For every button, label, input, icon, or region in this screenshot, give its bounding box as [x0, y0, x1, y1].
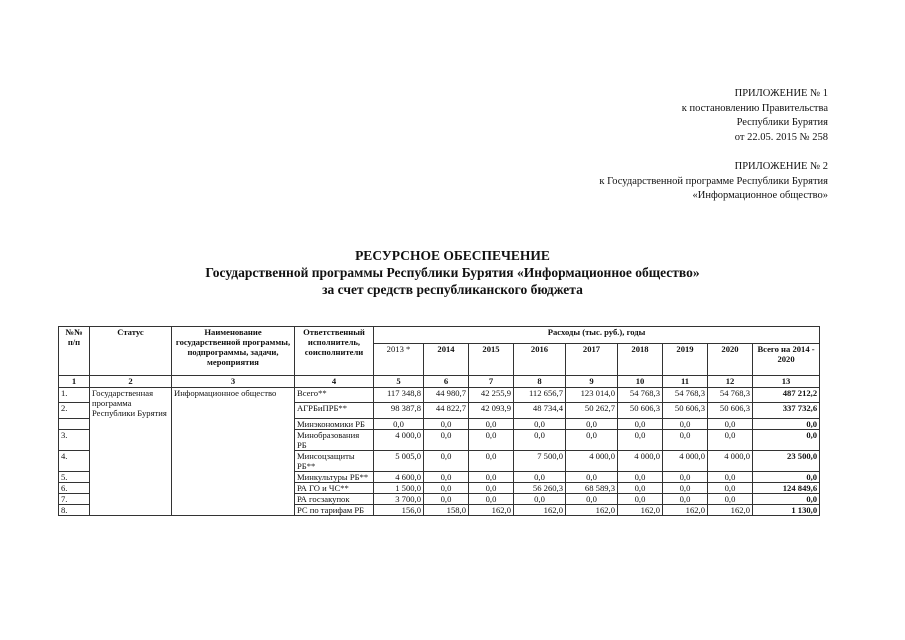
expense-value: 0,0 [469, 418, 514, 429]
expense-value: 0,0 [374, 418, 424, 429]
expense-value: 0,0 [424, 471, 469, 482]
expense-total: 1 130,0 [753, 504, 820, 515]
expense-value: 0,0 [424, 429, 469, 450]
expense-value: 0,0 [469, 482, 514, 493]
appendix-1-republic: Республики Бурятия [736, 117, 828, 128]
row-number [59, 418, 90, 429]
header-year: 2015 [469, 343, 514, 375]
expense-value: 50 606,3 [618, 403, 663, 418]
expense-value: 0,0 [663, 418, 708, 429]
expense-value: 0,0 [708, 418, 753, 429]
expense-total: 0,0 [753, 418, 820, 429]
appendix-2-program-name: «Информационное общество» [692, 190, 828, 201]
title-line-2: Государственной программы Республики Бурятия «Информационное общество» [205, 265, 700, 280]
expense-value: 4 000,0 [708, 450, 753, 471]
title-line-3: за счет средств республиканского бюджета [322, 282, 583, 297]
expense-value: 0,0 [424, 418, 469, 429]
executor: Минкультуры РБ** [295, 471, 374, 482]
expense-total: 337 732,6 [753, 403, 820, 418]
expense-value: 54 768,3 [663, 388, 708, 403]
expense-value: 4 000,0 [663, 450, 708, 471]
expense-total: 23 500,0 [753, 450, 820, 471]
expense-value: 50 262,7 [566, 403, 618, 418]
executor: Минобразования РБ [295, 429, 374, 450]
expense-value: 0,0 [469, 429, 514, 450]
header-executor: Ответственный исполнитель, соисполнители [295, 327, 374, 376]
expense-value: 50 606,3 [708, 403, 753, 418]
expense-value: 162,0 [708, 504, 753, 515]
expense-value: 0,0 [618, 482, 663, 493]
expense-value: 0,0 [618, 493, 663, 504]
appendix-2-program: к Государственной программе Республики Бурятия [599, 175, 828, 187]
row-number: 2. [59, 403, 90, 418]
expense-value: 0,0 [514, 493, 566, 504]
header-year: Всего на 2014 - 2020 [753, 343, 820, 375]
expense-value: 3 700,0 [374, 493, 424, 504]
header-year: 2017 [566, 343, 618, 375]
expense-value: 98 387,8 [374, 403, 424, 418]
column-index: 3 [172, 376, 295, 388]
column-index-row [59, 376, 820, 388]
expense-value: 0,0 [469, 493, 514, 504]
header-year: 2013 * [374, 343, 424, 375]
appendix-1-date: от 22.05. 2015 № 258 [734, 131, 828, 143]
expense-value: 0,0 [618, 471, 663, 482]
expense-value: 156,0 [374, 504, 424, 515]
expense-value: 117 348,8 [374, 388, 424, 403]
header-year: 2019 [663, 343, 708, 375]
table-row [59, 388, 820, 403]
row-number: 5. [59, 471, 90, 482]
expense-value: 0,0 [663, 429, 708, 450]
program-status: Государственная программа Республики Бурятия [90, 388, 172, 419]
expense-value: 0,0 [618, 418, 663, 429]
expense-value: 7 500,0 [514, 450, 566, 471]
expense-value: 0,0 [514, 429, 566, 450]
expense-total: 487 212,2 [753, 388, 820, 403]
appendix-2-block [599, 160, 828, 204]
header-year: 2018 [618, 343, 663, 375]
expense-value: 123 014,0 [566, 388, 618, 403]
expense-value: 68 589,3 [566, 482, 618, 493]
header-year: 2014 [424, 343, 469, 375]
expense-value: 0,0 [663, 493, 708, 504]
expense-value: 44 980,7 [424, 388, 469, 403]
expense-value: 0,0 [514, 418, 566, 429]
document-title [0, 247, 905, 298]
expense-value: 162,0 [663, 504, 708, 515]
table-body [59, 376, 820, 516]
executor: АГРБиПРБ** [295, 403, 374, 418]
column-index: 13 [753, 376, 820, 388]
expense-value: 4 000,0 [618, 450, 663, 471]
column-index: 4 [295, 376, 374, 388]
column-index: 11 [663, 376, 708, 388]
expense-total: 0,0 [753, 493, 820, 504]
column-index: 1 [59, 376, 90, 388]
expense-value: 4 000,0 [566, 450, 618, 471]
header-name: Наименование государственной программы, подпрограммы, задачи, мероприятия [172, 327, 295, 376]
appendix-1-title: ПРИЛОЖЕНИЕ № 1 [734, 88, 828, 99]
row-number: 7. [59, 493, 90, 504]
expense-value: 0,0 [708, 471, 753, 482]
expense-value: 48 734,4 [514, 403, 566, 418]
expense-value: 162,0 [566, 504, 618, 515]
expense-value: 4 600,0 [374, 471, 424, 482]
expense-value: 5 005,0 [374, 450, 424, 471]
expense-value: 56 260,3 [514, 482, 566, 493]
expense-value: 0,0 [663, 482, 708, 493]
row-number: 4. [59, 450, 90, 471]
expense-value: 0,0 [424, 493, 469, 504]
column-index: 8 [514, 376, 566, 388]
resource-table [58, 326, 820, 516]
appendix-1-block [682, 87, 828, 145]
column-index: 9 [566, 376, 618, 388]
expense-value: 0,0 [708, 493, 753, 504]
executor: РА ГО и ЧС** [295, 482, 374, 493]
row-number: 1. [59, 388, 90, 403]
executor: РС по тарифам РБ [295, 504, 374, 515]
expense-value: 158,0 [424, 504, 469, 515]
program-status-continuation [90, 418, 172, 515]
expense-value: 0,0 [663, 471, 708, 482]
title-line-1: РЕСУРСНОЕ ОБЕСПЕЧЕНИЕ [355, 248, 550, 263]
column-index: 5 [374, 376, 424, 388]
expense-value: 112 656,7 [514, 388, 566, 403]
expense-value: 0,0 [469, 450, 514, 471]
expense-total: 0,0 [753, 471, 820, 482]
expense-value: 0,0 [618, 429, 663, 450]
column-index: 12 [708, 376, 753, 388]
expense-value: 54 768,3 [708, 388, 753, 403]
expense-value: 1 500,0 [374, 482, 424, 493]
expense-value: 0,0 [566, 471, 618, 482]
header-expenses: Расходы (тыс. руб.), годы [374, 327, 820, 344]
header-year: 2020 [708, 343, 753, 375]
column-index: 2 [90, 376, 172, 388]
expense-value: 42 093,9 [469, 403, 514, 418]
expense-value: 54 768,3 [618, 388, 663, 403]
column-index: 10 [618, 376, 663, 388]
column-index: 7 [469, 376, 514, 388]
row-number: 6. [59, 482, 90, 493]
column-index: 6 [424, 376, 469, 388]
expense-value: 0,0 [566, 418, 618, 429]
appendix-1-decree: к постановлению Правительства [681, 102, 828, 114]
expense-value: 44 822,7 [424, 403, 469, 418]
row-number: 3. [59, 429, 90, 450]
expense-value: 0,0 [566, 493, 618, 504]
expense-value: 162,0 [514, 504, 566, 515]
expense-total: 124 849,6 [753, 482, 820, 493]
executor: РА госзакупок [295, 493, 374, 504]
expense-value: 0,0 [708, 429, 753, 450]
executor: Минсоцзащиты РБ** [295, 450, 374, 471]
expense-value: 42 255,9 [469, 388, 514, 403]
program-name: Информационное общество [172, 388, 295, 516]
expense-value: 0,0 [424, 482, 469, 493]
executor: Минэкономики РБ [295, 418, 374, 429]
expense-value: 50 606,3 [663, 403, 708, 418]
expense-value: 162,0 [618, 504, 663, 515]
expense-value: 0,0 [708, 482, 753, 493]
expense-value: 0,0 [566, 429, 618, 450]
executor: Всего** [295, 388, 374, 403]
expense-value: 0,0 [514, 471, 566, 482]
expense-value: 0,0 [469, 471, 514, 482]
row-number: 8. [59, 504, 90, 515]
header-num: №№ п/п [59, 327, 90, 376]
expense-value: 0,0 [424, 450, 469, 471]
expense-value: 162,0 [469, 504, 514, 515]
expense-total: 0,0 [753, 429, 820, 450]
header-year: 2016 [514, 343, 566, 375]
header-status: Статус [90, 327, 172, 376]
appendix-2-title: ПРИЛОЖЕНИЕ № 2 [734, 161, 828, 172]
expense-value: 4 000,0 [374, 429, 424, 450]
